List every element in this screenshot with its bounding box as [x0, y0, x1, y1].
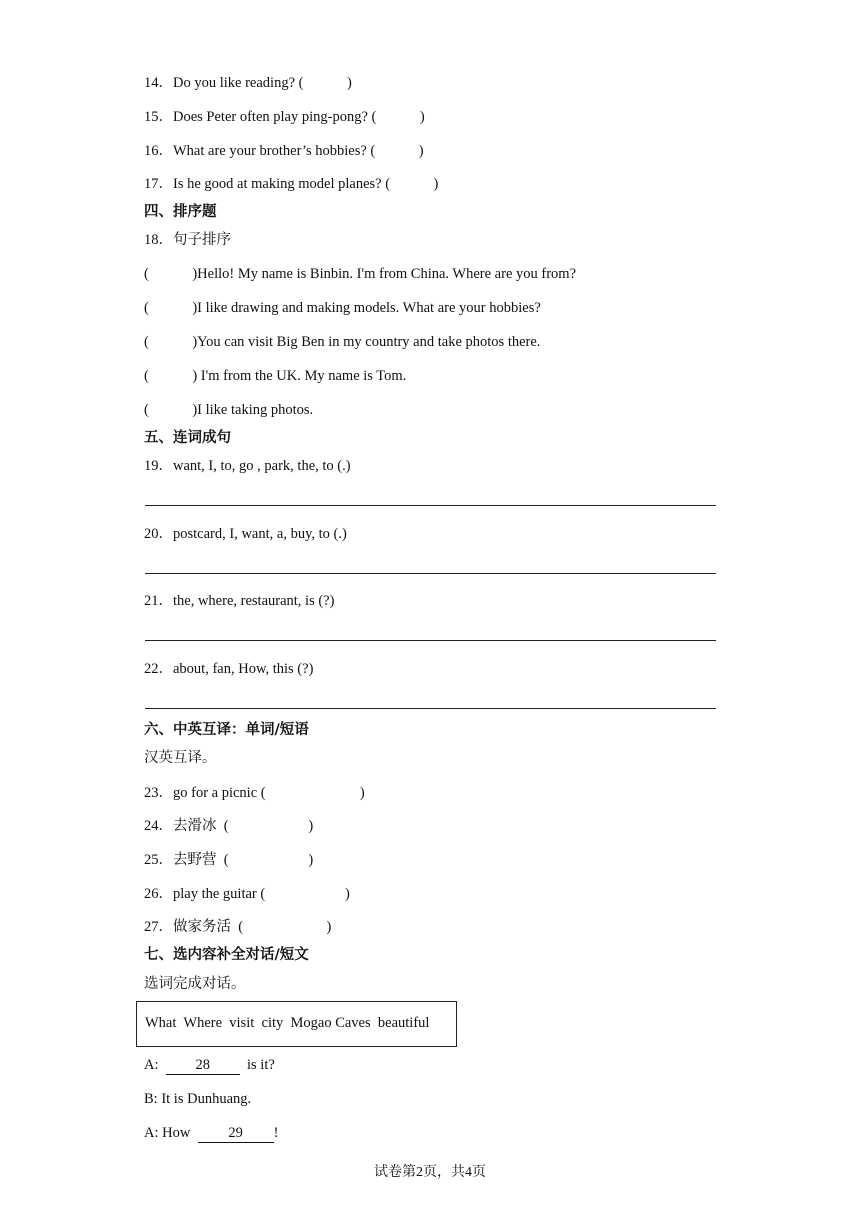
question-26: 26．play the guitar ( )	[144, 886, 350, 902]
question-18-title: 18．句子排序	[144, 232, 231, 248]
section-6-heading: 六、中英互译：单词/短语	[144, 722, 309, 738]
dialog-line-29	[144, 1124, 278, 1143]
section-7-heading: 七、选内容补全对话/短文	[144, 947, 309, 963]
question-19: 19．want, I, to, go , park, the, to (.)	[144, 458, 351, 474]
question-15: 15．Does Peter often play ping-pong? ( )	[144, 109, 425, 125]
question-23: 23．go for a picnic ( )	[144, 785, 365, 801]
section-4-heading: 四、排序题	[144, 204, 217, 220]
blank-28: 28	[166, 1056, 240, 1075]
dialog-line-28	[144, 1056, 275, 1075]
dialog-line-b: B: It is Dunhuang.	[144, 1091, 252, 1107]
question-21: 21．the, where, restaurant, is (?)	[144, 593, 335, 609]
ordering-item: ( )I like drawing and making models. What are your hobbies?	[144, 300, 541, 316]
ordering-item: ( ) I'm from the UK. My name is Tom.	[144, 368, 407, 384]
ordering-item: ( )Hello! My name is Binbin. I'm from China. Where are you from?	[144, 266, 577, 282]
word-box-text: What Where visit city Mogao Caves beautiful	[145, 1015, 430, 1031]
dialog-suffix: !	[273, 1125, 279, 1141]
question-16: 16．What are your brother’s hobbies? ( )	[144, 143, 424, 159]
answer-line	[145, 640, 716, 641]
question-14: 14．Do you like reading? ( )	[144, 75, 352, 91]
question-17: 17．Is he good at making model planes? ( )	[144, 176, 439, 192]
page-footer: 试卷第2页，共4页	[374, 1165, 486, 1180]
section-7-instruction: 选词完成对话。	[144, 976, 246, 992]
word-box	[136, 1001, 457, 1047]
section-5-heading: 五、连词成句	[144, 430, 231, 446]
question-25: 25．去野营 ( )	[144, 852, 314, 868]
answer-line	[145, 708, 716, 709]
question-24: 24．去滑冰 ( )	[144, 818, 314, 834]
answer-line	[145, 505, 716, 506]
question-20: 20．postcard, I, want, a, buy, to (.)	[144, 526, 347, 542]
question-27: 27．做家务活 ( )	[144, 919, 332, 935]
blank-29: 29	[198, 1124, 274, 1143]
section-6-instruction: 汉英互译。	[144, 750, 217, 766]
ordering-item: ( )You can visit Big Ben in my country and take photos there.	[144, 334, 541, 350]
ordering-item: ( )I like taking photos.	[144, 402, 314, 418]
question-22: 22．about, fan, How, this (?)	[144, 661, 314, 677]
dialog-prefix: A: How	[144, 1125, 198, 1141]
answer-line	[145, 573, 716, 574]
dialog-prefix: A:	[144, 1057, 166, 1073]
dialog-suffix: is it?	[239, 1057, 275, 1073]
